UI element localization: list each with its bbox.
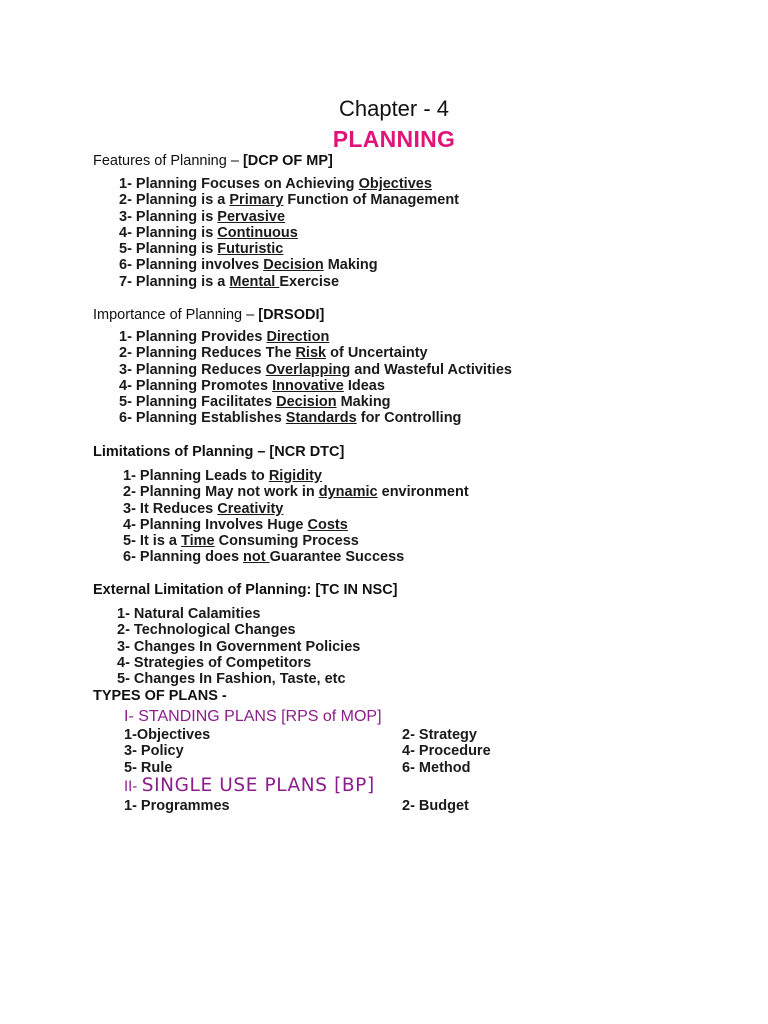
item-keyword: Decision <box>276 394 337 411</box>
item-keyword: Objectives <box>358 176 432 192</box>
list-item <box>123 549 469 565</box>
item-text-tail: Consuming Process <box>214 533 359 550</box>
plan-item: 2- Budget <box>402 798 469 814</box>
item-keyword: Overlapping <box>265 361 351 378</box>
list-item <box>119 225 459 241</box>
features-heading <box>93 153 333 169</box>
importance-mnemonic: [DRSODI] <box>258 307 325 323</box>
item-keyword: Decision <box>263 257 324 274</box>
item-text: 4- Planning is <box>119 224 218 241</box>
list-item: 4- Strategies of Competitors <box>117 654 312 671</box>
list-item <box>119 274 459 290</box>
item-text: 6- Planning Establishes <box>119 410 286 427</box>
item-text: 3- It Reduces <box>123 500 218 517</box>
item-keyword: Continuous <box>217 224 298 241</box>
single-use-plans-heading <box>124 775 375 796</box>
item-text: 4- Planning Involves Huge <box>123 516 308 533</box>
item-text: 2- Planning is a <box>119 192 230 209</box>
external-list <box>117 606 360 687</box>
item-text: 2- Planning May not work in <box>123 484 319 501</box>
item-text-tail: Ideas <box>343 377 385 394</box>
item-text-tail: Making <box>336 394 391 411</box>
item-text-tail: Exercise <box>279 273 340 290</box>
item-keyword: Direction <box>266 329 330 345</box>
list-item <box>119 241 459 257</box>
item-text: 2- Planning Reduces The <box>119 345 296 362</box>
list-item: 3- Changes In Government Policies <box>117 638 361 655</box>
item-keyword: Risk <box>295 345 327 362</box>
single-use-prefix: II- <box>124 779 142 795</box>
item-text-tail: of Uncertainty <box>326 345 428 362</box>
limitations-list <box>123 468 469 566</box>
list-item <box>119 410 512 426</box>
list-item <box>123 501 469 517</box>
item-keyword: Innovative <box>272 377 344 394</box>
list-item <box>123 484 469 500</box>
item-keyword: not <box>243 549 270 566</box>
standing-plans-heading: I- STANDING PLANS [RPS of MOP] <box>124 708 382 725</box>
item-keyword: Futuristic <box>217 241 284 258</box>
item-text-tail: for Controlling <box>356 410 462 427</box>
features-heading-text: Features of Planning – <box>93 153 243 169</box>
importance-heading-text: Importance of Planning – <box>93 307 259 323</box>
list-item: 2- Technological Changes <box>117 622 296 639</box>
item-keyword: Creativity <box>217 500 284 517</box>
item-text-tail: and Wasteful Activities <box>350 361 512 378</box>
plan-item: 2- Strategy <box>402 727 477 743</box>
single-use-plans-grid <box>124 798 544 814</box>
item-text: 6- Planning involves <box>119 257 264 274</box>
list-item <box>119 362 512 378</box>
list-item <box>123 468 469 484</box>
types-heading: TYPES OF PLANS - <box>93 688 227 704</box>
importance-heading <box>93 307 324 323</box>
item-text-tail: Making <box>323 257 378 274</box>
subject-title: PLANNING <box>332 126 456 152</box>
external-heading: External Limitation of Planning: [TC IN NSC] <box>93 582 398 598</box>
plan-item: 4- Procedure <box>402 743 491 760</box>
features-mnemonic: [DCP OF MP] <box>242 153 333 169</box>
item-keyword: Costs <box>307 516 348 533</box>
list-item <box>119 192 459 208</box>
item-text-tail: Guarantee Success <box>269 549 405 566</box>
importance-list <box>119 329 512 427</box>
list-item <box>119 329 512 345</box>
item-keyword: Time <box>181 533 215 550</box>
features-list <box>119 176 459 290</box>
list-item <box>123 517 469 533</box>
item-text: 3- Planning Reduces <box>119 361 266 378</box>
list-item <box>123 533 469 549</box>
limitations-heading: Limitations of Planning – [NCR DTC] <box>93 444 345 460</box>
item-text: 5- Planning Facilitates <box>119 394 277 411</box>
list-item <box>119 394 512 410</box>
list-item: 1- Natural Calamities <box>117 606 261 622</box>
list-item <box>119 257 459 273</box>
list-item <box>119 345 512 361</box>
item-keyword: Mental <box>229 273 280 290</box>
item-keyword: Pervasive <box>217 208 286 225</box>
list-item <box>119 176 459 192</box>
item-text: 3- Planning is <box>119 208 218 225</box>
item-text-tail: Function of Management <box>283 192 460 209</box>
plan-item: 5- Rule <box>124 759 173 776</box>
item-text: 6- Planning does <box>123 549 244 566</box>
item-text: 1- Planning Leads to <box>123 468 269 484</box>
plan-item: 1- Programmes <box>124 798 230 814</box>
item-keyword: Standards <box>285 410 357 427</box>
item-text-tail: environment <box>377 484 469 501</box>
item-text: 7- Planning is a <box>119 273 230 290</box>
plan-item: 6- Method <box>402 759 471 776</box>
item-text: 1- Planning Focuses on Achieving <box>119 176 359 192</box>
chapter-title: Chapter - 4 <box>338 96 450 121</box>
item-text: 5- Planning is <box>119 241 218 258</box>
list-item: 5- Changes In Fashion, Taste, etc <box>117 671 346 688</box>
item-text: 1- Planning Provides <box>119 329 267 345</box>
item-keyword: Primary <box>229 192 284 209</box>
plan-item: 3- Policy <box>124 743 184 760</box>
item-keyword: Rigidity <box>268 468 322 484</box>
standing-plans-grid <box>124 727 544 776</box>
list-item <box>119 378 512 394</box>
item-text: 5- It is a <box>123 533 182 550</box>
item-text: 4- Planning Promotes <box>119 377 273 394</box>
single-use-heading-text: SINGLE USE PLANS [BP] <box>141 775 375 796</box>
plan-item: 1-Objectives <box>124 727 211 743</box>
item-keyword: dynamic <box>318 484 378 501</box>
list-item <box>119 209 459 225</box>
